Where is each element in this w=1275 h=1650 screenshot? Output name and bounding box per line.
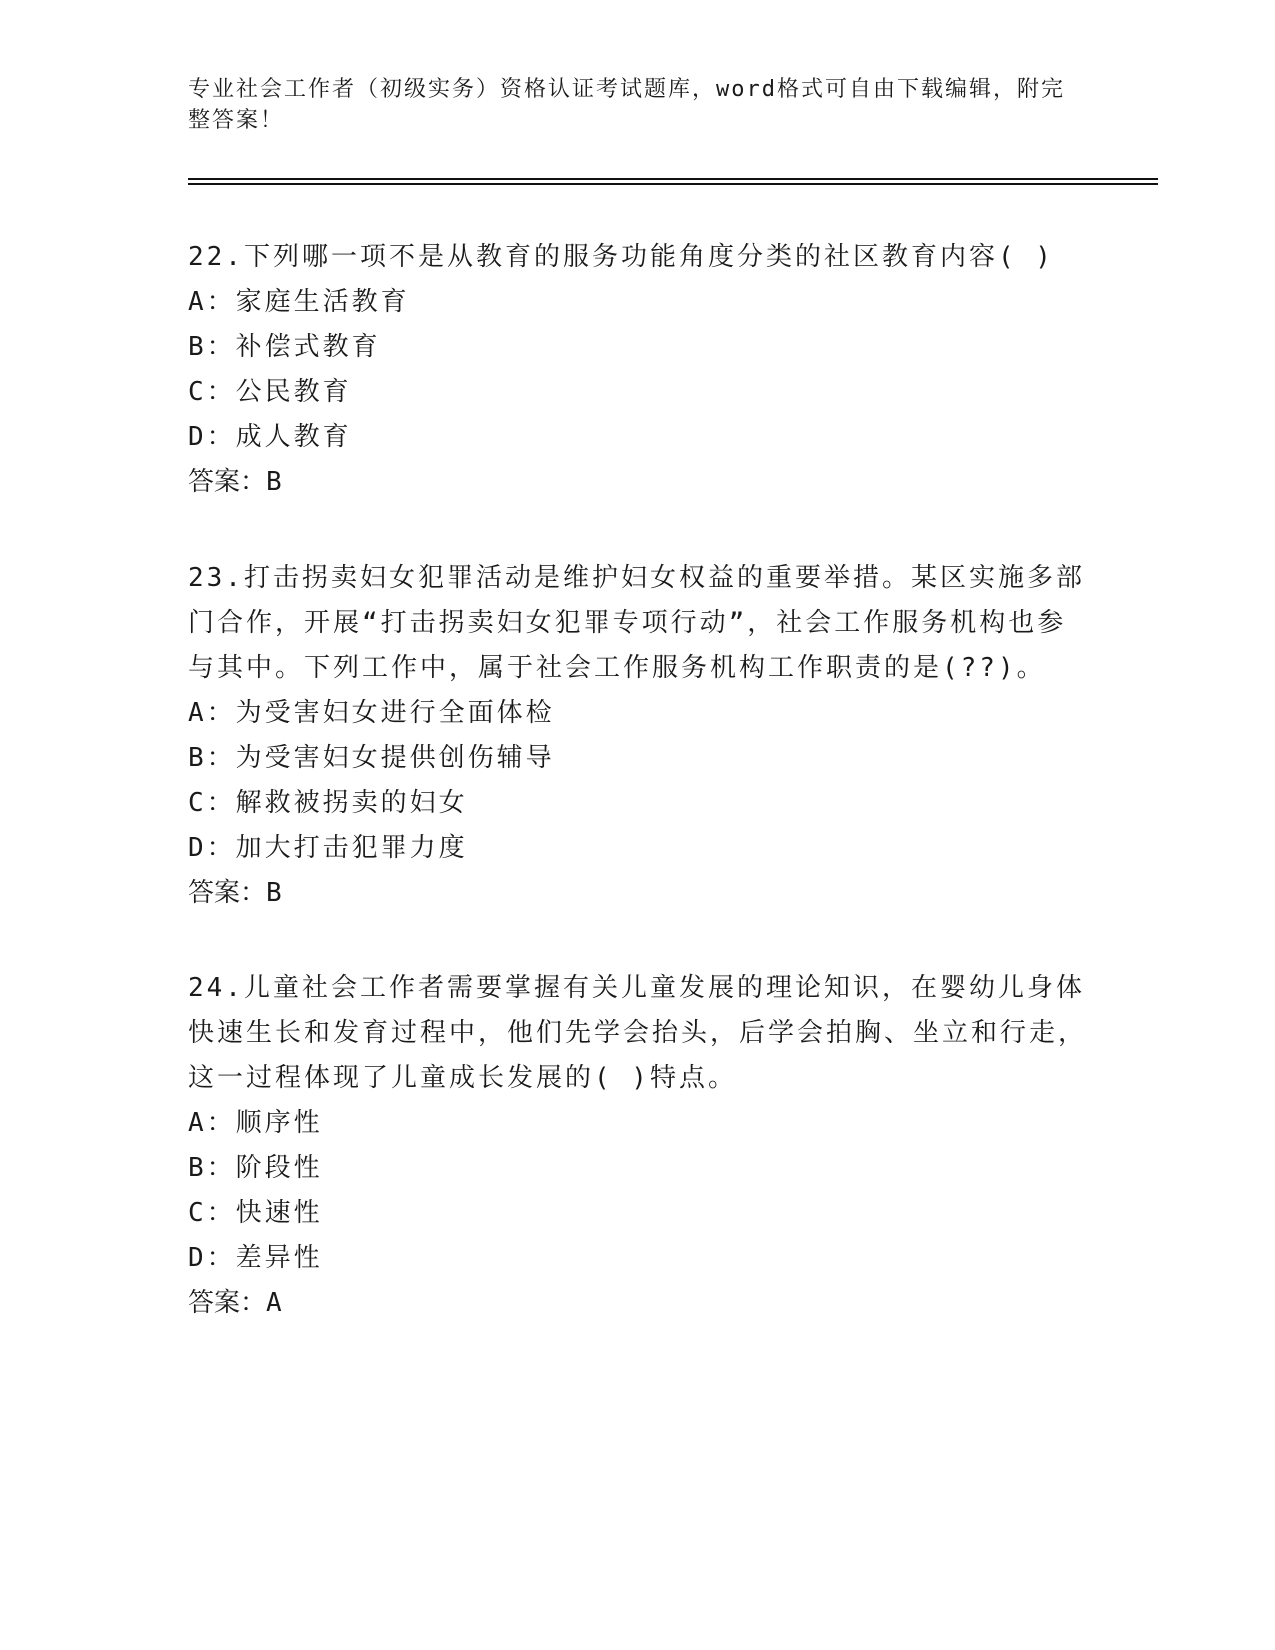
option-a: A：顺序性	[188, 1108, 323, 1138]
answer-value: A	[266, 1288, 283, 1318]
answer-label: 答案：	[188, 467, 267, 497]
option-a: A：家庭生活教育	[188, 287, 410, 317]
option-c: C：快速性	[188, 1198, 323, 1228]
header-text: 专业社会工作者（初级实务）资格认证考试题库，word格式可自由下载编辑，附完整答案！	[188, 77, 1065, 133]
answer-line	[188, 871, 1088, 916]
answer-line	[188, 1281, 1088, 1326]
answer-value: B	[266, 467, 283, 497]
answer-value: B	[266, 878, 283, 908]
option-b: B：为受害妇女提供创伤辅导	[188, 743, 555, 773]
question-23	[188, 556, 1088, 916]
question-24	[188, 966, 1088, 1326]
option-d: D：成人教育	[188, 422, 352, 452]
option-d: D：差异性	[188, 1243, 323, 1273]
question-stem: 23.打击拐卖妇女犯罪活动是维护妇女权益的重要举措。某区实施多部门合作，开展“打击拐卖妇女犯罪专项行动”，社会工作服务机构也参与其中。下列工作中，属于社会工作服务机构工作职责的是(??)。	[188, 563, 1085, 683]
option-c: C：公民教育	[188, 377, 352, 407]
header-divider-bottom	[188, 183, 1158, 185]
option-b: B：阶段性	[188, 1153, 323, 1183]
answer-line	[188, 460, 1088, 505]
answer-label: 答案：	[188, 1288, 267, 1318]
document-header	[188, 74, 1068, 136]
option-a: A：为受害妇女进行全面体检	[188, 698, 555, 728]
option-c: C：解救被拐卖的妇女	[188, 788, 468, 818]
header-divider-top	[188, 178, 1158, 180]
question-stem: 24.儿童社会工作者需要掌握有关儿童发展的理论知识，在婴幼儿身体快速生长和发育过程中，他们先学会抬头，后学会拍胸、坐立和行走，这一过程体现了儿童成长发展的( )特点。	[188, 973, 1088, 1093]
answer-label: 答案：	[188, 878, 267, 908]
option-b: B：补偿式教育	[188, 332, 381, 362]
option-d: D：加大打击犯罪力度	[188, 833, 468, 863]
question-22	[188, 235, 1088, 505]
question-stem: 22.下列哪一项不是从教育的服务功能角度分类的社区教育内容( )	[188, 242, 1054, 272]
